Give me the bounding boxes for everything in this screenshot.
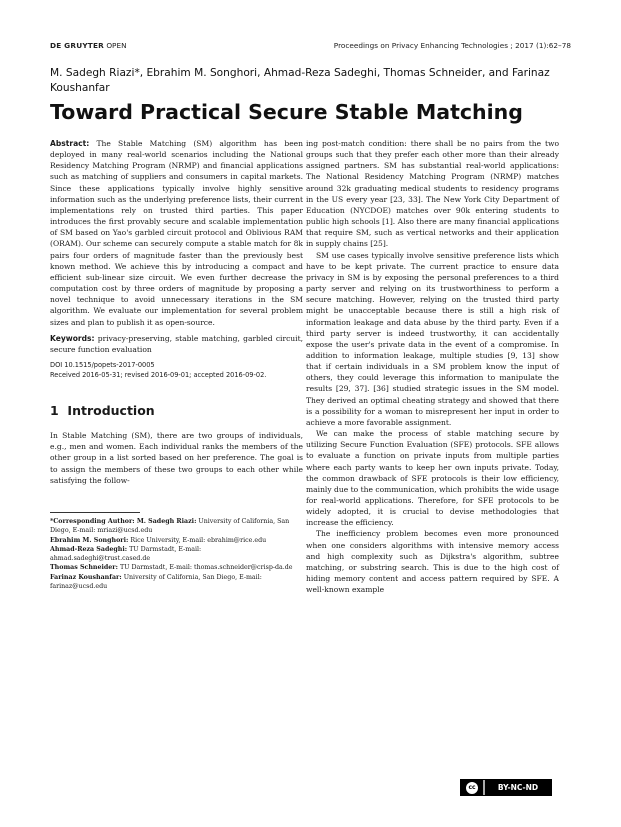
- section-number: 1: [50, 402, 59, 418]
- right-column: [306, 138, 559, 595]
- footnote-text: TU Darmstadt, E-mail: thomas.schneider@crisp-da.de: [119, 564, 293, 572]
- footnote: [50, 536, 303, 545]
- body-paragraph: We can make the process of stable matching secure by utilizing Secure Function Evaluation (SFE) protocols. SFE allows to evaluate a function on private inputs from multiple parties where each party wants to keep her own inputs private. Today, the common drawback of SFE protocols is their low efficiency, mainly due to the communication, which prohibits the wide usage for real-world applications. Therefore, for SFE protocols to be widely adopted, it is crucial to devise methodologies that increase the efficiency.: [306, 429, 559, 528]
- abstract-label: Abstract:: [50, 139, 90, 148]
- footnote-label: Ebrahim M. Songhori:: [50, 536, 129, 544]
- cc-icon: [461, 780, 483, 795]
- footnote-text: University of California, San Diego, E-mail: farinaz@ucsd.edu: [50, 573, 262, 590]
- footnote-label: Farinaz Koushanfar:: [50, 573, 122, 581]
- section-heading: [50, 402, 303, 418]
- body-paragraph: ing post-match condition: there shall be no pairs from the two groups such that they prefer each other more than their already assigned partners. SM has substantial real-world applications: The National Residency Matching Program (NRMP) matches around 32k graduating medical students to residency programs in the US every year [23, 33]. The New York City Department of Education (NYCDOE) matches over 90k entering students to public high schools [1]. Also there are many financial applications that require SM, such as vertical networks and their application in supply chains [25].: [306, 139, 559, 249]
- intro-paragraph: In Stable Matching (SM), there are two groups of individuals, e.g., men and women. Each individual ranks the members of the other group in a list sorted based on her preference. The goal is to assign the members of these two groups to each other while satisfying the follow-: [50, 431, 303, 485]
- footnotes: [50, 517, 303, 591]
- keywords-label: Keywords:: [50, 333, 95, 343]
- left-column: [50, 138, 303, 591]
- footnote-label: *Corresponding Author: M. Sadegh Riazi:: [50, 517, 197, 525]
- footnote-label: Thomas Schneider:: [50, 564, 118, 572]
- footnote-text: TU Darmstadt, E-mail: ahmad.sadeghi@trust.cased.de: [50, 545, 202, 563]
- footnote-text: University of California, San Diego, E-mail: mriazi@ucsd.edu: [50, 517, 290, 535]
- author-list: M. Sadegh Riazi*, Ebrahim M. Songhori, Ahmad-Reza Sadeghi, Thomas Schneider, and Farinaz Koushanfar: [50, 67, 550, 94]
- section-title: Introduction: [67, 402, 155, 418]
- footnote-divider: [50, 512, 140, 513]
- journal-reference: Proceedings on Privacy Enhancing Technologies ; 2017 (1):62–78: [333, 40, 571, 50]
- body-paragraph: The inefficiency problem becomes even more pronounced when one considers algorithms with intensive memory access and high complexity such as Dijkstra's algorithm, subtree matching, or substring search. This is due to the high cost of hiding memory content and access pattern required by SFE. A well-known example: [306, 529, 559, 595]
- license-text: BY-NC-ND: [485, 780, 551, 795]
- paper-title: Toward Practical Secure Stable Matching: [50, 100, 523, 124]
- footnote: [50, 573, 303, 592]
- publisher-name: DE GRUYTER: [50, 40, 104, 50]
- footnote-text: Rice University, E-mail: ebrahim@rice.edu: [130, 536, 267, 544]
- received-dates: Received 2016-05-31; revised 2016-09-01; accepted 2016-09-02.: [50, 370, 267, 379]
- footnote: [50, 545, 303, 564]
- footnote: [50, 563, 303, 572]
- abstract-text: The Stable Matching (SM) algorithm has been deployed in many real-world scenarios including the National Residency Matching Program (NRMP) and financial applications such as matching of suppliers and consumers in capital markets. Since these applications typically involve highly sensitive information such as the underlying preference lists, their current implementations rely on trusted third parties. This paper introduces the first provably secure and scalable implementation of SM based on Yao's garbled circuit protocol and Oblivious RAM (ORAM). Our scheme can securely compute a stable match for 8k pairs four orders of magnitude faster than the previously best known method. We achieve this by introducing a compact and efficient sub-linear size circuit. We even further decrease the computation cost by three orders of magnitude by proposing a novel technique to avoid unnecessary iterations in the SM algorithm. We evaluate our implementation for several problem sizes and plan to publish it as open-source.: [50, 139, 303, 327]
- publisher-suffix: OPEN: [106, 40, 127, 50]
- abstract: [50, 138, 303, 328]
- keywords-text: privacy-preserving, stable matching, garbled circuit, secure function evaluation: [50, 333, 303, 354]
- publisher: [50, 41, 127, 50]
- license-badge[interactable]: [460, 779, 552, 796]
- keywords: [50, 333, 303, 355]
- footnote-label: Ahmad-Reza Sadeghi:: [50, 545, 128, 553]
- body-paragraph: SM use cases typically involve sensitive preference lists which have to be kept private. The current practice to ensure data privacy in SM is by exposing the personal preferences to a third party server and relying on its trustworthiness to perform a secure matching. However, relying on the trusted third party might be unacceptable because there is still a high risk of information leakage and data abuse by the third party. Even if a third party server is indeed trustworthy, it can accidentally expose the user's private data in the event of a compromise. In addition to information leakage, multiple studies [9, 13] show that if certain individuals in a SM problem know the input of others, they could leverage this information to manipulate the results [29, 37]. [36] studied strategic issues in the SM model. They derived an optimal cheating strategy and showed that there is a possibility for a woman to misrepresent her input in order to achieve a more favorable assignment.: [306, 250, 559, 427]
- footnote: [50, 517, 303, 536]
- footnote-block: [50, 512, 303, 591]
- cc-symbol: cc: [466, 782, 478, 794]
- running-head: [50, 38, 571, 52]
- doi: DOI 10.1515/popets-2017-0005: [50, 360, 155, 369]
